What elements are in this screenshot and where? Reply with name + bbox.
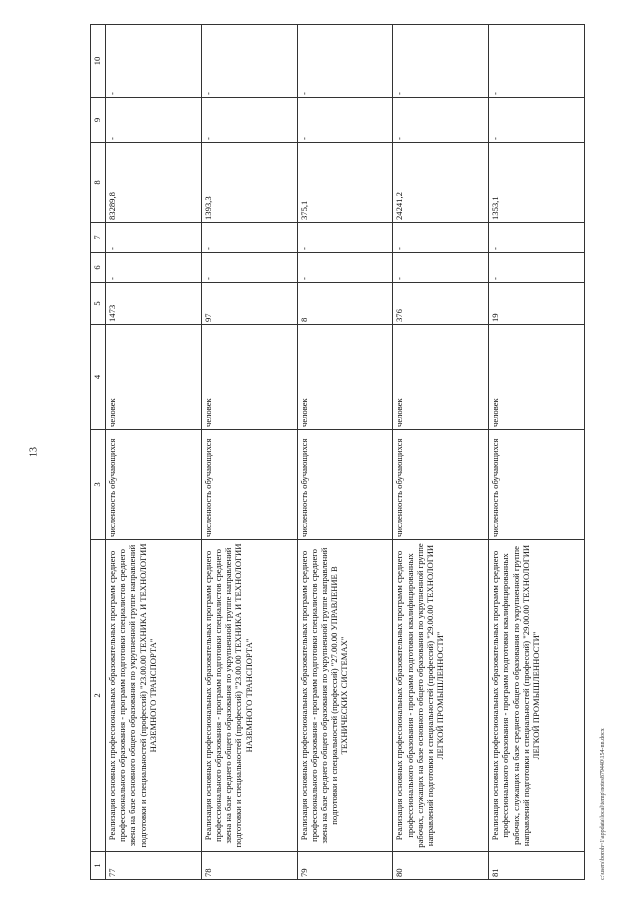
- cell-col10: -: [489, 25, 585, 98]
- header-cell: 4: [91, 325, 106, 430]
- row-number: 80: [393, 852, 489, 880]
- indicator-name: численность обучающихся: [297, 430, 393, 540]
- program-description: Реализация основных профессиональных образовательных программ среднего профессионального образования - программ подготовки специалистов среднего звена на базе среднего общего образования по укрупненной группе направлений подготовки и специальностей (профессий) "27.00.00 УПРАВЛЕНИЕ В ТЕХНИЧЕСКИХ СИСТЕМАХ": [297, 540, 393, 852]
- unit: человек: [489, 325, 585, 430]
- header-cell: 6: [91, 253, 106, 283]
- unit: человек: [393, 325, 489, 430]
- amount-value: 375,1: [297, 143, 393, 223]
- header-cell: 8: [91, 143, 106, 223]
- table-row: [106, 25, 202, 880]
- amount-value: 1353,1: [489, 143, 585, 223]
- cell-col6: -: [297, 253, 393, 283]
- header-cell: 3: [91, 430, 106, 540]
- header-cell: 7: [91, 223, 106, 253]
- cell-col9: -: [393, 98, 489, 143]
- unit: человек: [201, 325, 297, 430]
- header-cell: 10: [91, 25, 106, 98]
- cell-col9: -: [106, 98, 202, 143]
- volume-value: 1473: [106, 283, 202, 325]
- cell-col6: -: [489, 253, 585, 283]
- cell-col10: -: [106, 25, 202, 98]
- unit: человек: [106, 325, 202, 430]
- indicator-name: численность обучающихся: [106, 430, 202, 540]
- row-number: 81: [489, 852, 585, 880]
- amount-value: 24241,2: [393, 143, 489, 223]
- header-cell: 1: [91, 852, 106, 880]
- cell-col7: -: [201, 223, 297, 253]
- file-path-footer: c:\users\boroh~1\appdata\local\temp\notes879440\154-nn.docx: [600, 728, 606, 880]
- indicator-name: численность обучающихся: [489, 430, 585, 540]
- cell-col6: -: [201, 253, 297, 283]
- indicator-name: численность обучающихся: [393, 430, 489, 540]
- header-cell: 2: [91, 540, 106, 852]
- cell-col10: -: [201, 25, 297, 98]
- header-row: [91, 25, 106, 880]
- volume-value: 8: [297, 283, 393, 325]
- volume-value: 97: [201, 283, 297, 325]
- cell-col6: -: [393, 253, 489, 283]
- row-number: 77: [106, 852, 202, 880]
- cell-col7: -: [106, 223, 202, 253]
- data-table: [90, 24, 585, 880]
- indicator-name: численность обучающихся: [201, 430, 297, 540]
- cell-col7: -: [393, 223, 489, 253]
- header-cell: 9: [91, 98, 106, 143]
- cell-col10: -: [393, 25, 489, 98]
- unit: человек: [297, 325, 393, 430]
- program-description: Реализация основных профессиональных образовательных программ среднего профессионального образования - программ подготовки специалистов среднего звена на базе среднего общего образования по укрупненной группе направлений подготовки и специальностей (профессий) "23.00.00 ТЕХНИКА И ТЕХНОЛОГИИ НАЗЕМНОГО ТРАНСПОРТА": [201, 540, 297, 852]
- table-row: [201, 25, 297, 880]
- cell-col9: -: [489, 98, 585, 143]
- cell-col9: -: [201, 98, 297, 143]
- table-row: [393, 25, 489, 880]
- amount-value: 1393,3: [201, 143, 297, 223]
- cell-col7: -: [489, 223, 585, 253]
- program-description: Реализация основных профессиональных образовательных программ среднего профессионального образования - программ подготовки квалифицированных рабочих, служащих на базе среднего общего образования по укрупненной группе направлений подготовки и специальностей (профессий) "29.00.00 ТЕХНОЛОГИИ ЛЕГКОЙ ПРОМЫШЛЕННОСТИ": [489, 540, 585, 852]
- header-cell: 5: [91, 283, 106, 325]
- row-number: 78: [201, 852, 297, 880]
- table-row: [489, 25, 585, 880]
- cell-col9: -: [297, 98, 393, 143]
- amount-value: 83289,8: [106, 143, 202, 223]
- row-number: 79: [297, 852, 393, 880]
- cell-col10: -: [297, 25, 393, 98]
- table-row: [297, 25, 393, 880]
- cell-col6: -: [106, 253, 202, 283]
- cell-col7: -: [297, 223, 393, 253]
- volume-value: 376: [393, 283, 489, 325]
- volume-value: 19: [489, 283, 585, 325]
- rotated-table-container: [90, 25, 585, 880]
- program-description: Реализация основных профессиональных образовательных программ среднего профессионального образования - программ подготовки квалифицированных рабочих, служащих на базе основного общего образования по укрупненной группе направлений подготовки и специальностей (профессий) "29.00.00 ТЕХНОЛОГИИ ЛЕГКОЙ ПРОМЫШЛЕННОСТИ": [393, 540, 489, 852]
- page-number: 13: [28, 447, 40, 457]
- program-description: Реализация основных профессиональных образовательных программ среднего профессионального образования - программ подготовки специалистов среднего звена на базе основного общего образования по укрупненной группе направлений подготовки и специальностей (профессий) "23.00.00 ТЕХНИКА И ТЕХНОЛОГИИ НАЗЕМНОГО ТРАНСПОРТА": [106, 540, 202, 852]
